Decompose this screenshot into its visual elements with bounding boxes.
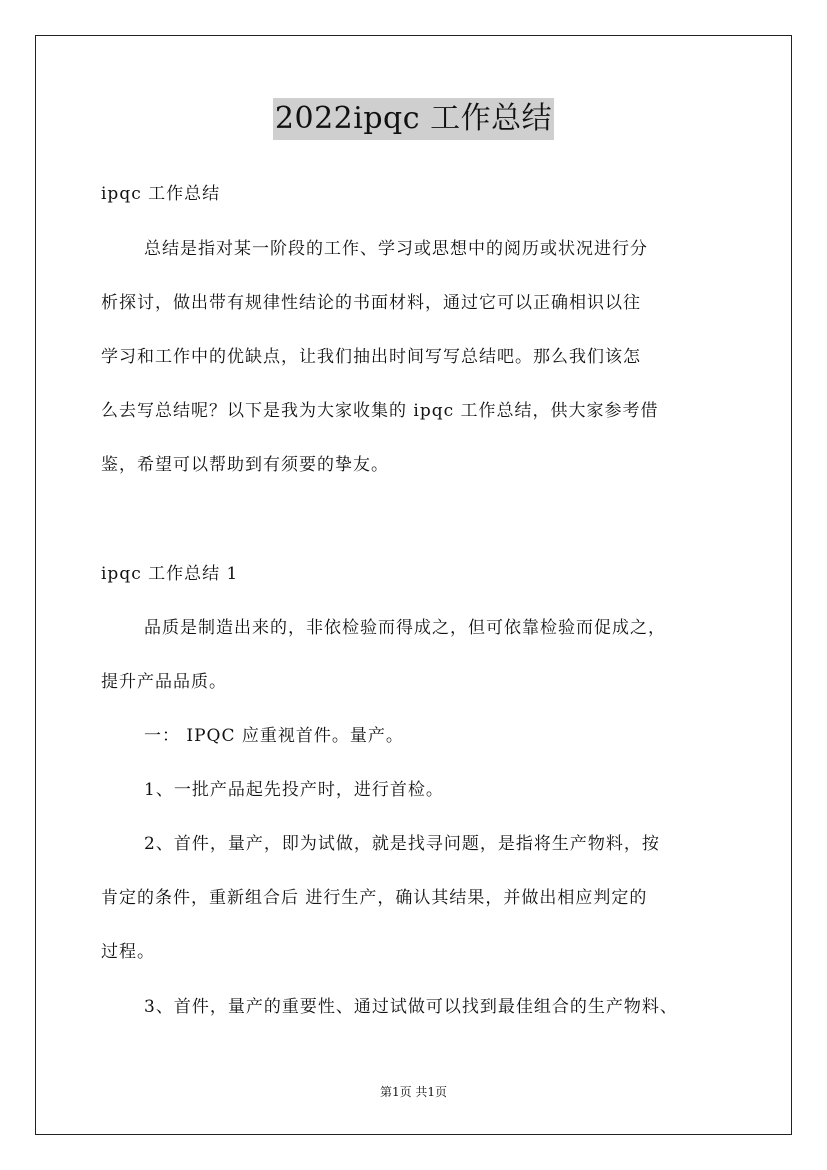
paragraph-line: 提升产品品质。	[101, 672, 227, 692]
paragraph-line: 鉴，希望可以帮助到有须要的挚友。	[101, 455, 389, 475]
paragraph-line: 过程。	[101, 942, 155, 962]
subtitle: ipqc 工作总结	[101, 184, 221, 204]
title-container	[0, 98, 827, 140]
paragraph-line: 2、首件，量产，即为试做，就是找寻问题，是指将生产物料，按	[144, 834, 660, 854]
paragraph-line: 品质是制造出来的，非依检验而得成之，但可依靠检验而促成之，	[144, 618, 666, 638]
paragraph-line: 总结是指对某一阶段的工作、学习或思想中的阅历或状况进行分	[144, 239, 648, 259]
paragraph-line: 肯定的条件，重新组合后 进行生产，确认其结果，并做出相应判定的	[101, 888, 648, 908]
paragraph-line: 学习和工作中的优缺点，让我们抽出时间写写总结吧。那么我们该怎	[101, 347, 641, 367]
paragraph-line: 一： IPQC 应重视首件。量产。	[144, 726, 404, 746]
paragraph-line: 1、一批产品起先投产时，进行首检。	[144, 780, 444, 800]
section-heading: ipqc 工作总结 1	[101, 564, 239, 584]
paragraph-line: 3、首件，量产的重要性、通过试做可以找到最佳组合的生产物料、	[144, 997, 678, 1017]
paragraph-line: 析探讨，做出带有规律性结论的书面材料，通过它可以正确相识以往	[101, 293, 641, 313]
page-footer: 第1页 共1页	[379, 1085, 448, 1099]
document-title: 2022ipqc 工作总结	[273, 98, 554, 140]
paragraph-line: 么去写总结呢？以下是我为大家收集的 ipqc 工作总结，供大家参考借	[101, 401, 659, 421]
